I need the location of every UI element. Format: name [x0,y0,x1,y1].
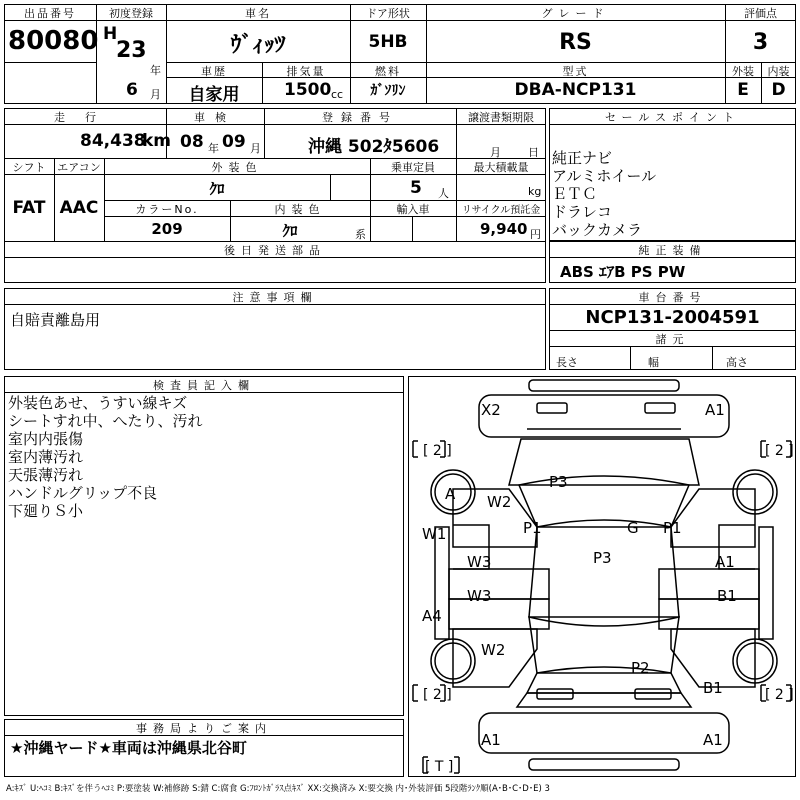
damage-mark: A1 [705,401,725,419]
max-load-label: 最大積載量 [473,161,529,174]
damage-mark: [ 2 ] [765,443,794,459]
history: 自家用 [188,85,240,105]
damage-mark: W3 [467,587,492,605]
capacity: 5 [410,178,422,198]
damage-mark: W1 [422,525,447,543]
interior-color-label: 内装色 [274,203,326,216]
year-unit: 年 [150,64,161,77]
notes-text: 自賠責離島用 [10,311,101,329]
history-label: 車歴 [201,65,227,78]
damage-mark: B1 [717,587,737,605]
inspector-line: ハンドルグリップ不良 [8,484,158,502]
mileage-unit: km [142,131,172,151]
shift-label: シフト [12,161,46,174]
fuel: ｶﾞｿﾘﾝ [370,83,406,99]
score: 3 [752,30,769,55]
score-label: 評価点 [744,7,777,20]
damage-mark: W2 [481,641,506,659]
inspection-year: 08 [180,132,204,152]
recycle-fee: 9,940 [480,220,528,238]
month-unit: 月 [150,88,161,101]
chassis-number: NCP131-2004591 [585,307,760,328]
shift: FAT [12,198,46,218]
damage-mark: X2 [481,401,501,419]
inspector-line: 室内薄汚れ [8,448,84,466]
exterior-score: E [737,80,749,100]
car-diagram [408,376,796,777]
lot-number: 80080 [8,26,99,56]
later-parts-label: 後日発送部品 [224,244,326,257]
sales-point-item: バックカメラ [552,221,643,239]
damage-mark: A1 [481,731,501,749]
model-label: 型式 [562,65,589,78]
color-number: 209 [151,220,183,238]
damage-mark: A1 [703,731,723,749]
displacement-unit: cc [331,88,344,101]
chassis-number-label: 車台番号 [638,291,707,304]
damage-mark: [ 2 ] [423,443,452,459]
registration-number-label: 登録番号 [322,111,398,124]
inspector-line: 外装色あせ、うすい線キズ [8,394,188,412]
transfer-month-unit: 月 [490,146,501,159]
transfer-day-unit: 日 [528,146,539,159]
damage-mark: A [445,485,456,503]
damage-mark: [ 2 ] [423,687,452,703]
first-registration-month: 6 [126,80,138,100]
fuel-label: 燃料 [375,65,401,78]
sales-point-item: ＥＴＣ [552,185,598,203]
sales-point-item: アルミホイール [552,167,657,185]
sales-points-label: セールスポイント [604,111,740,124]
notes-label: 注意事項欄 [232,291,318,304]
lot-number-label: 出品番号 [24,7,76,20]
car-name-label: 車名 [245,7,271,20]
inspection-year-unit: 年 [208,142,219,155]
grade-label: グレード [541,7,610,20]
office-info: ★沖縄ヤード★車両は沖縄県北谷町 [10,739,247,757]
damage-mark: [ 2 ] [765,687,794,703]
sales-point-item: 純正ナビ [552,149,613,167]
genuine-equipment: ABS ｴｱB PS PW [560,263,686,281]
interior-score: D [771,80,786,100]
inspection-month-unit: 月 [250,142,261,155]
ac-label: エアコン [57,161,101,174]
car-diagram-svg [409,377,795,776]
car-name: ｳﾞｨｯﾂ [230,33,286,58]
damage-mark: W2 [487,493,512,511]
damage-mark: P1 [663,519,682,537]
inspection-label: 車検 [194,111,236,124]
damage-mark: A1 [715,553,735,571]
exterior-color-label: 外装色 [211,161,263,174]
capacity-label: 乗車定員 [391,161,435,174]
specs-label: 諸元 [655,333,690,346]
color-number-label: カラーNo. [135,203,199,216]
height-label: 高さ [726,356,748,369]
inspector-notes-label: 検査員記入欄 [153,379,255,392]
door-type-label: ドア形状 [366,7,410,20]
exterior-color: ｸﾛ [209,180,225,198]
interior-score-label: 内装 [767,65,790,78]
width-label: 幅 [648,356,659,369]
sales-point-item: ドラレコ [552,203,613,221]
damage-mark: G [627,519,639,537]
transfer-deadline-label: 譲渡書類期限 [468,111,534,124]
displacement-label: 排気量 [286,65,326,78]
length-label: 長さ [556,356,578,369]
model: DBA-NCP131 [514,80,637,100]
first-registration-year: 23 [116,38,147,63]
grade: RS [559,30,592,55]
era: H [103,24,118,44]
damage-mark: P1 [523,519,542,537]
capacity-unit: 人 [438,187,449,200]
inspector-line: 天張薄汚れ [8,466,84,484]
inspector-line: シートすれ中、へたり、汚れ [8,412,203,430]
damage-mark: [ T ] [425,759,454,775]
interior-color: ｸﾛ [282,222,298,240]
inspection-month: 09 [222,132,246,152]
damage-mark: W3 [467,553,492,571]
damage-mark: P3 [593,549,612,567]
exterior-score-label: 外装 [732,65,754,78]
ac: AAC [59,198,99,218]
office-info-label: 事務局よりご案内 [136,722,272,735]
recycle-fee-label: リサイクル預託金 [461,205,541,216]
door-type: 5HB [368,32,408,52]
genuine-equipment-label: 純正装備 [638,244,707,257]
mileage: 84,438 [80,131,146,151]
inspector-line: 下廻りＳ小 [8,502,84,520]
legend: A:ｷｽﾞ U:ﾍｺﾐ B:ｷｽﾞを伴うﾍｺﾐ P:要塗装 W:補修跡 S:錆 C:腐食 G:ﾌﾛﾝﾄｶﾞﾗｽ点ｷｽﾞ XX:交換済み X:要交換 内･外装評価 5段階ﾗﾝｸ順(A･B･C･D･E) 3 [6,784,550,794]
first-registration-label: 初度登録 [109,7,153,20]
registration-number: 沖縄 502ﾀ5606 [308,137,440,157]
recycle-fee-unit: 円 [530,228,541,241]
damage-mark: A4 [422,607,442,625]
interior-color-unit: 系 [355,228,366,241]
mileage-label: 走行 [54,111,116,124]
damage-mark: P2 [631,659,650,677]
inspector-line: 室内内張傷 [8,430,84,448]
damage-mark: P3 [549,473,568,491]
displacement: 1500 [284,80,332,100]
max-load-unit: kg [528,185,542,198]
damage-mark: B1 [703,679,723,697]
import-label: 輸入車 [396,203,430,216]
